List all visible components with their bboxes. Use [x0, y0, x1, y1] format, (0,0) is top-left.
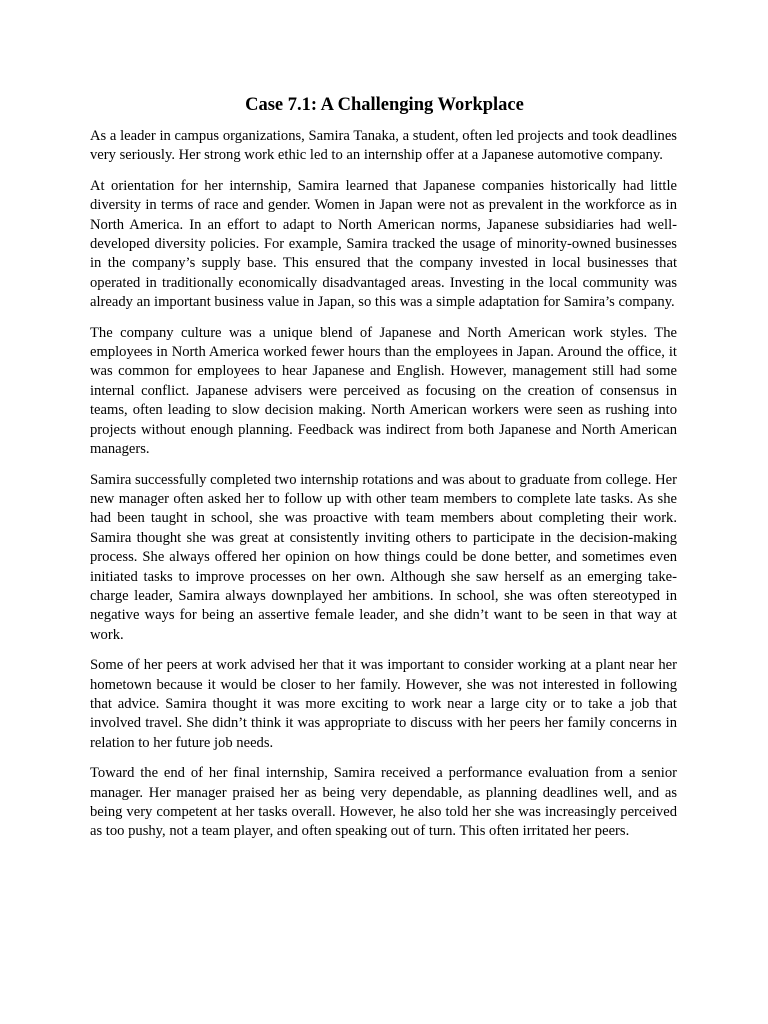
- paragraph-company-culture: The company culture was a unique blend of Japanese and North American work styles. The employees in North America worked fewer hours than the employees in Japan. Around the office, it was common for employees to hear Japanese and English. However, management still had some internal conflict. Japanese advisers were perceived as focusing on the creation of consensus in teams, often leading to slow decision making. North American workers were seen as rushing into projects without enough planning. Feedback was indirect from both Japanese and North American managers.: [90, 324, 677, 458]
- paragraph-internship-rotations: Samira successfully completed two internship rotations and was about to graduate from college. Her new manager often asked her to follow up with other team members to complete late tasks. As she had been taught in school, she was proactive with team members about completing their work. Samira thought she was great at consistently inviting others to participate in the decision-making process. She always offered her opinion on how things could be done better, and sometimes even initiated tasks to improve processes on her own. Although she saw herself as an emerging take-charge leader, Samira always downplayed her ambitions. In school, she was often stereotyped in negative ways for being an assertive female leader, and she didn’t want to be seen in that way at work.: [90, 471, 677, 643]
- paragraph-peer-advice: Some of her peers at work advised her that it was important to consider working at a plant near her hometown because it would be closer to her family. However, she was not interested in following that advice. Samira thought it was more exciting to work near a large city or to take a job that involved travel. She didn’t think it was appropriate to discuss with her peers her family concerns in relation to her future job needs.: [90, 657, 677, 751]
- paragraph-performance-evaluation: Toward the end of her final internship, Samira received a performance evaluation from a senior manager. Her manager praised her as being very dependable, as planning deadlines well, and as being very competent at her tasks overall. However, he also told her she was increasingly perceived as too pushy, not a team player, and often speaking out of turn. This often irritated her peers.: [90, 765, 677, 840]
- paragraph-intro: As a leader in campus organizations, Samira Tanaka, a student, often led projects and took deadlines very seriously. Her strong work ethic led to an internship offer at a Japanese automotive company.: [90, 128, 677, 164]
- paragraph-orientation: At orientation for her internship, Samira learned that Japanese companies historically had little diversity in terms of race and gender. Women in Japan were not as prevalent in the workforce as in North America. In an effort to adapt to North American norms, Japanese subsidiaries had well-developed diversity policies. For example, Samira tracked the usage of minority-owned businesses in the company’s supply base. This ensured that the company invested in local businesses that operated in traditionally economically disadvantaged areas. Investing in the local community was already an important business value in Japan, so this was a simple adaptation for Samira’s company.: [90, 177, 677, 311]
- case-title: Case 7.1: A Challenging Workplace: [245, 95, 524, 115]
- document-page: [90, 93, 677, 853]
